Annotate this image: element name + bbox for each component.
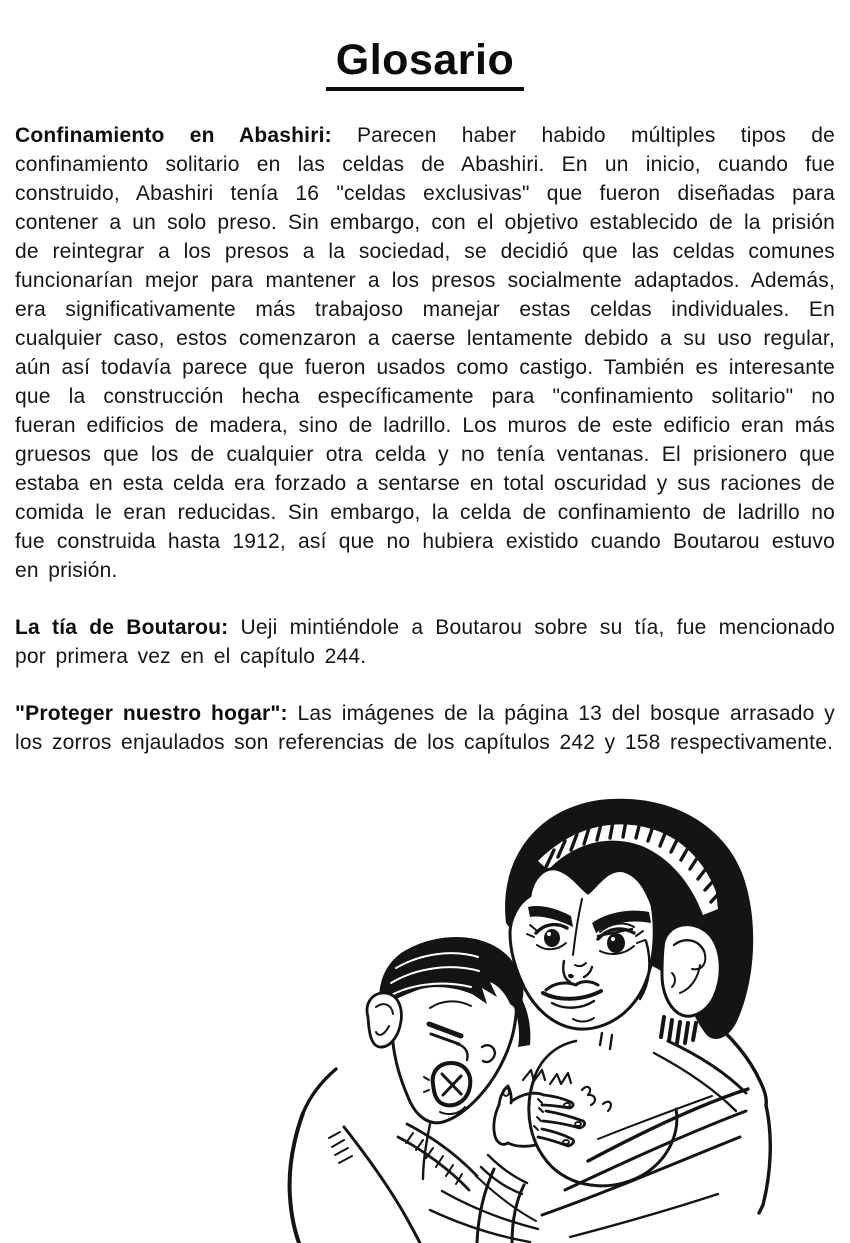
entry-definition: Parecen haber habido múltiples tipos de confinamiento solitario en las celdas de Abashiri. En un inicio, cuando fue construido, Abashiri tenía 16 "celdas exclusivas" que fueron diseñadas para contener a un solo preso. Sin embargo, con el objetivo establecido de la prisión de reintegrar a los presos a la sociedad, se decidió que las celdas comunes funcionarían mejor para mantener a los presos socialmente adaptados. Además, era significativamente más trabajoso manejar estas celdas individuales. En cualquier caso, estos comenzaron a caerse lentamente debido a su uso regular, aún así todavía parece que fueron usados como castigo. También es interesante que la construcción hecha específicamente para "confinamiento solitario" no fueran edificios de madera, sino de ladrillo. Los muros de este edificio eran más gruesos que los de cualquier otra celda y no tenía ventanas. El prisionero que estaba en esta celda era forzado a sentarse en total oscuridad y sus raciones de comida le eran reducidas. Sin embargo, la celda de confinamiento de ladrillo no fue construida hasta 1912, así que no hubiera existido cuando Boutarou estuvo en prisión. (15, 124, 835, 583)
glossary-entry-proteger-hogar (15, 699, 835, 757)
glossary-entries (15, 121, 835, 757)
page-title-text: Glosario (326, 36, 524, 91)
entry-term: Confinamiento en Abashiri: (15, 124, 332, 148)
page-title (0, 36, 850, 91)
glossary-entry-tia-boutarou (15, 613, 835, 671)
entry-term: La tía de Boutarou: (15, 616, 229, 640)
entry-definition: Las imágenes de la página 13 del bosque arrasado y los zorros enjaulados son referencias de los capítulos 242 y 158 respectivamente. (15, 702, 835, 755)
manga-illustration (280, 793, 795, 1243)
entry-definition: Ueji mintiéndole a Boutarou sobre su tía, fue mencionado por primera vez en el capítulo 244. (15, 616, 836, 669)
entry-term: "Proteger nuestro hogar": (15, 702, 288, 726)
glossary-page (0, 36, 850, 1243)
glossary-entry-abashiri (15, 121, 835, 585)
manga-illustration-drawing (280, 793, 795, 1243)
